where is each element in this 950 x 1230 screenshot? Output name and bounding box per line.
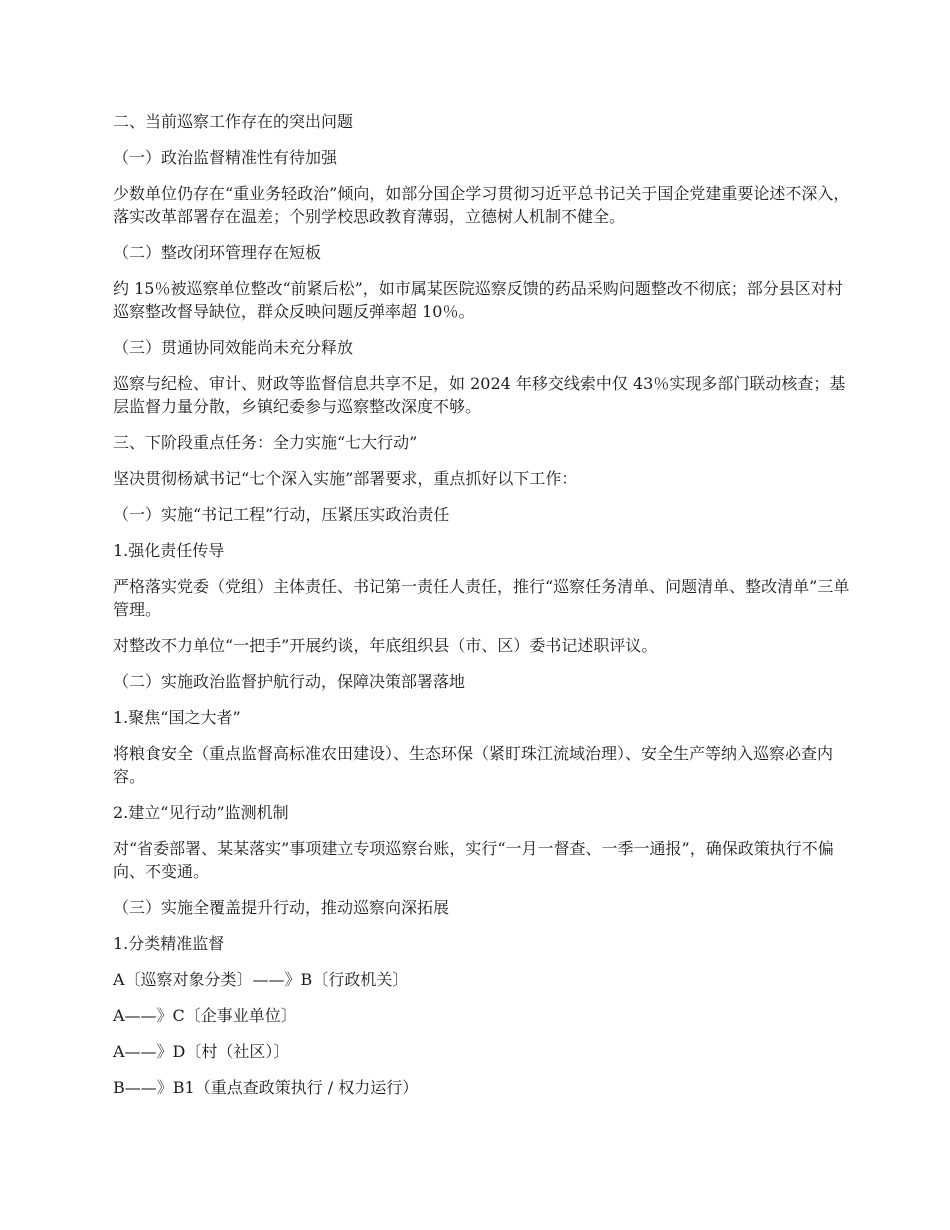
item-heading: 2.建立“见行动”监测机制 [113,803,289,822]
item-heading: 1.强化责任传导 [113,541,225,560]
subsection-heading: （二）实施政治监督护航行动，保障决策部署落地 [113,672,466,691]
body-paragraph: 约 15％被巡察单位整改“前紧后松”，如市属某医院巡察反馈的药品采购问题整改不彻底；部分县区对村巡察整改督导缺位，群众反映问题反弹率超 10％。 [113,279,843,321]
subsection-heading: （一）政治监督精准性有待加强 [113,148,338,167]
document-page [113,110,858,1112]
flow-line: A〔巡察对象分类〕——》B〔行政机关〕 [113,970,409,989]
body-paragraph: 将粮食安全（重点监督高标准农田建设）、生态环保（紧盯珠江流域治理）、安全生产等纳入巡察必查内容。 [113,744,834,786]
body-paragraph: 少数单位仍存在“重业务轻政治”倾向，如部分国企学习贯彻习近平总书记关于国企党建重要论述不深入，落实改革部署存在温差；个别学校思政教育薄弱，立德树人机制不健全。 [113,184,850,226]
body-paragraph: 坚决贯彻杨斌书记“七个深入实施”部署要求，重点抓好以下工作： [113,469,578,488]
item-heading: 1.分类精准监督 [113,934,225,953]
flow-line: B——》B1（重点查政策执行 / 权力运行） [113,1078,419,1097]
subsection-heading: （三）实施全覆盖提升行动，推动巡察向深拓展 [113,898,450,917]
body-paragraph: 严格落实党委（党组）主体责任、书记第一责任人责任，推行“巡察任务清单、问题清单、整改清单”三单管理。 [113,577,850,619]
flow-line: A——》D〔村（社区）〕 [113,1042,290,1061]
subsection-heading: （一）实施“书记工程”行动，压紧压实政治责任 [113,505,450,524]
flow-line: A——》C〔企事业单位〕 [113,1006,297,1025]
subsection-heading: （三）贯通协同效能尚未充分释放 [113,338,354,357]
body-paragraph: 巡察与纪检、审计、财政等监督信息共享不足，如 2024 年移交线索中仅 43％实现多部门联动核查；基层监督力量分散，乡镇纪委参与巡察整改深度不够。 [113,374,846,416]
section-heading: 三、下阶段重点任务：全力实施“七大行动” [113,433,418,452]
body-paragraph: 对“省委部署、某某落实”事项建立专项巡察台账，实行“一月一督查、一季一通报”，确保政策执行不偏向、不变通。 [113,839,834,881]
item-heading: 1.聚焦“国之大者” [113,708,241,727]
section-heading: 二、当前巡察工作存在的突出问题 [113,112,354,131]
body-paragraph: 对整改不力单位“一把手”开展约谈，年底组织县（市、区）委书记述职评议。 [113,636,658,655]
subsection-heading: （二）整改闭环管理存在短板 [113,243,322,262]
